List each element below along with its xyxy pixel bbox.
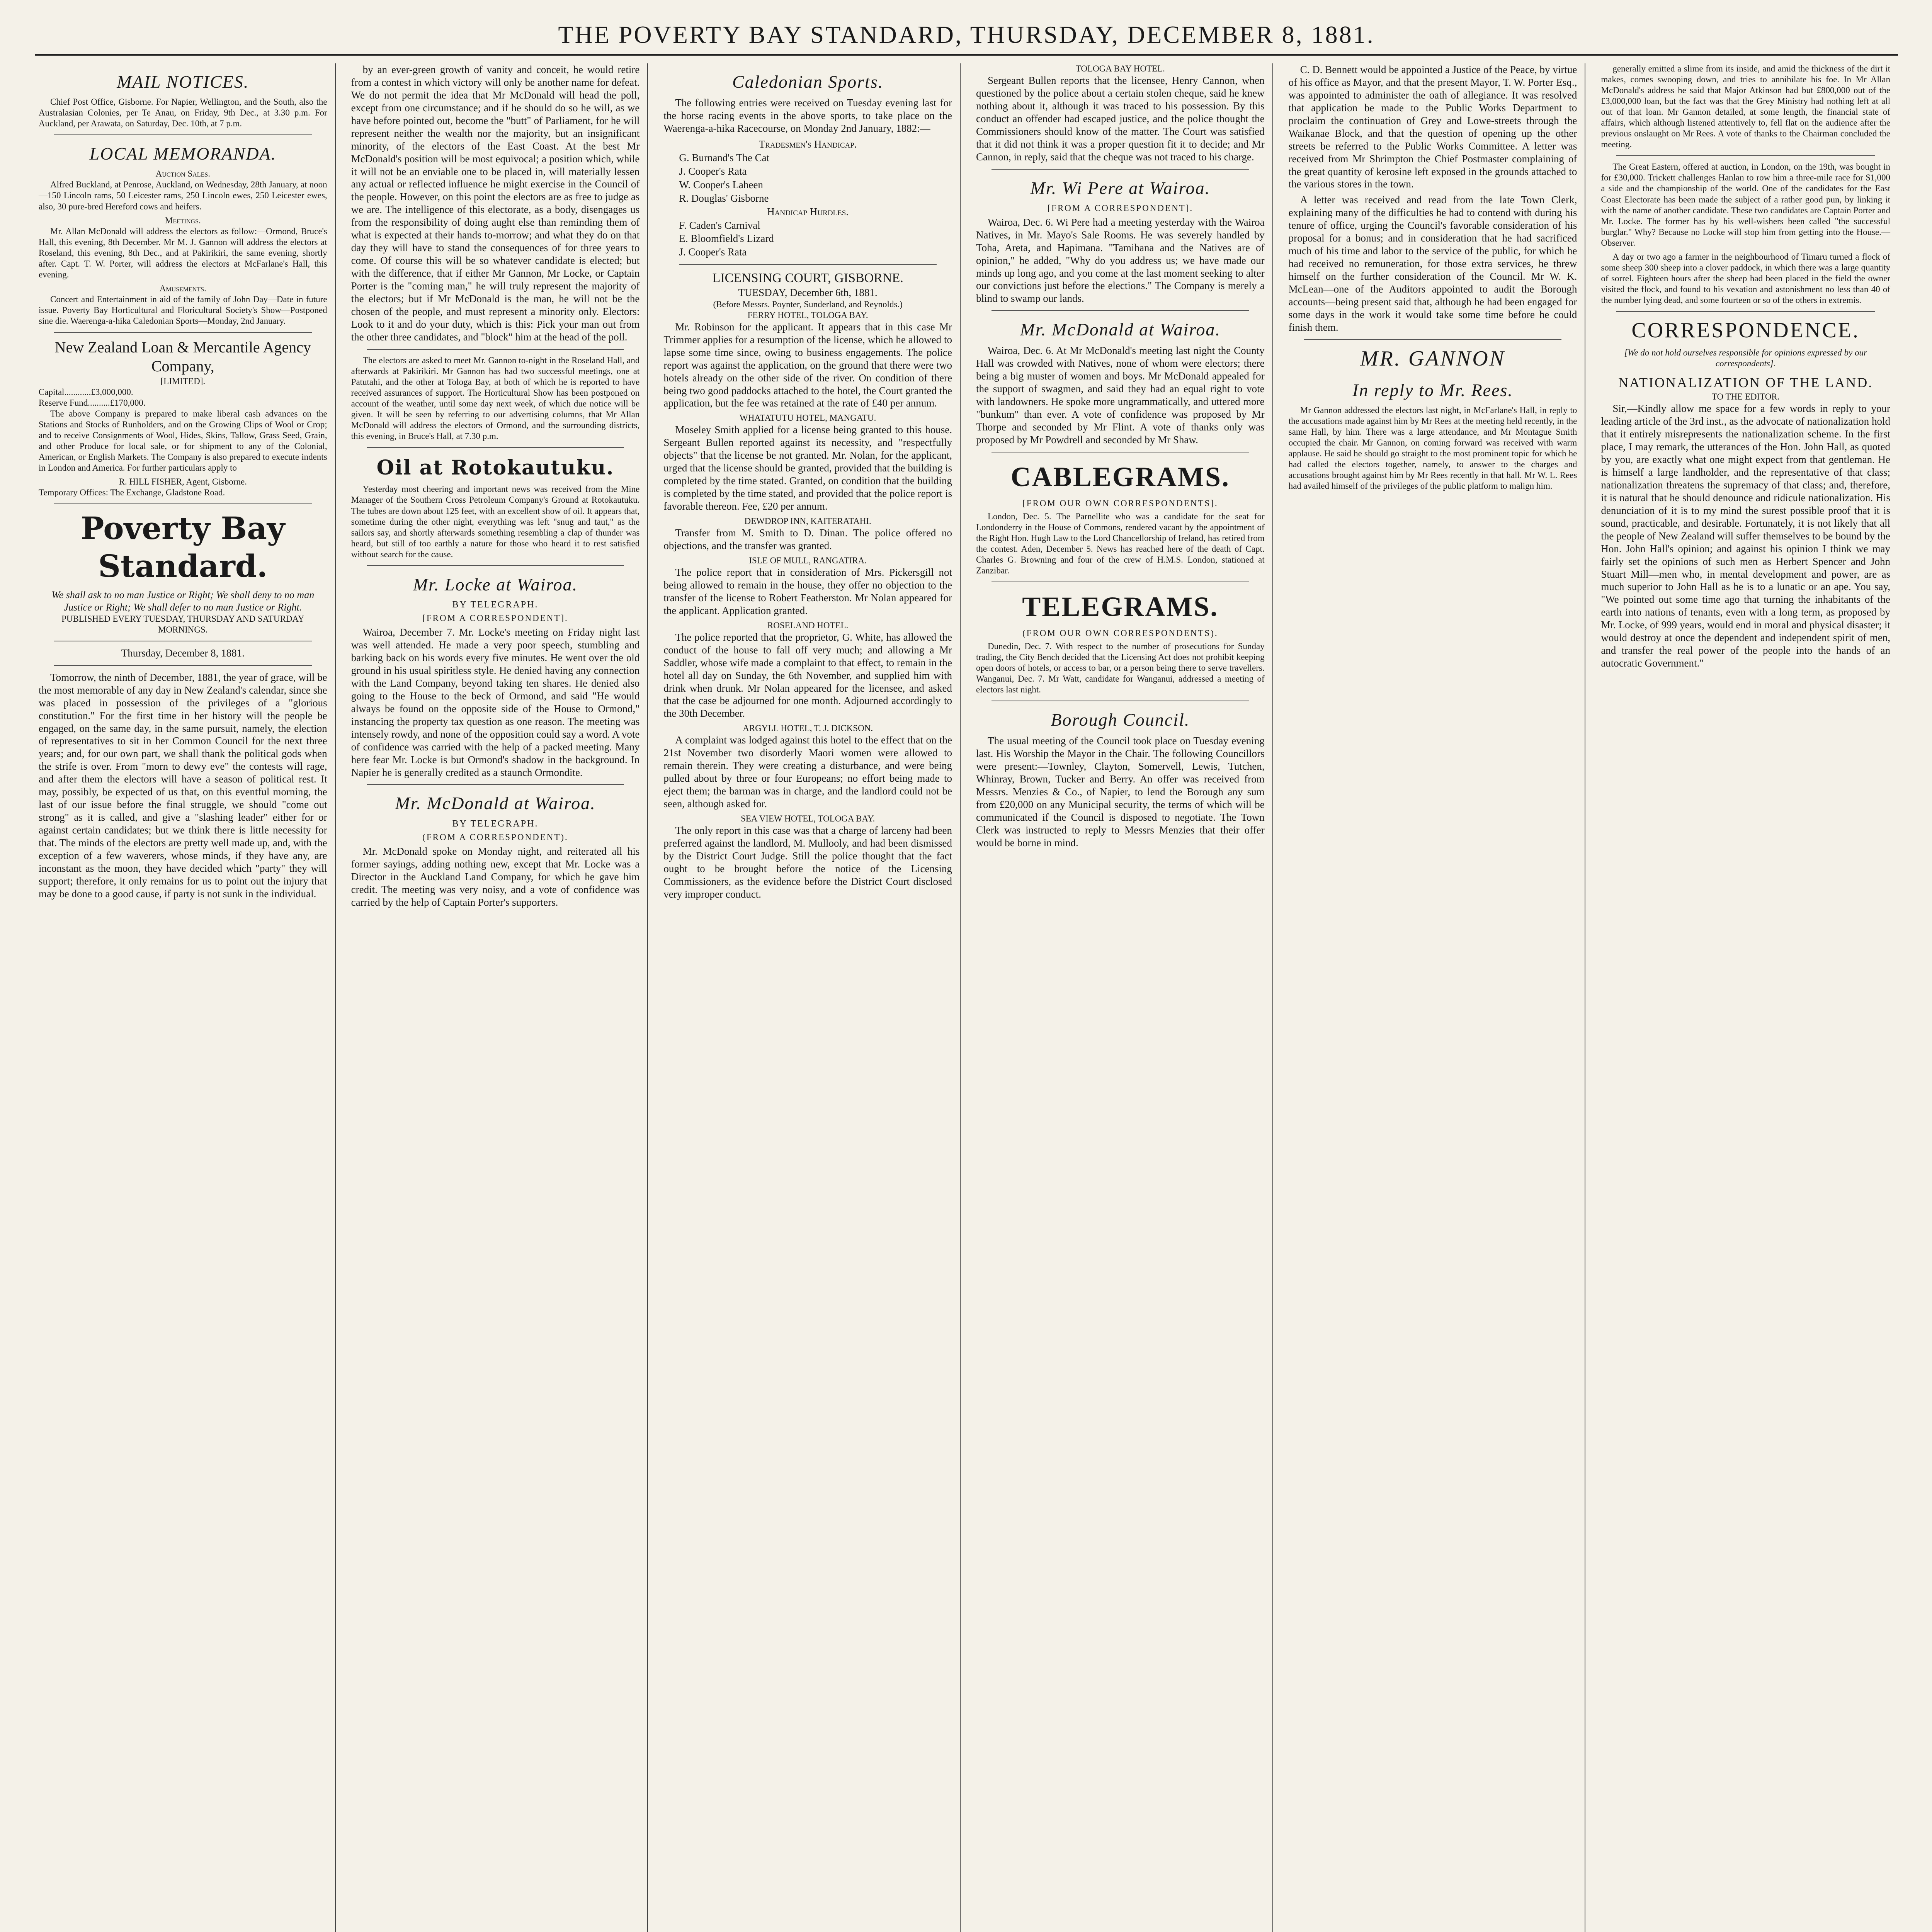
amusements-text: Concert and Entertainment in aid of the family of John Day—Date in future issue. Poverty Bay Horticultural and Floricultural Society's Show—Postponed sine die. Waerenga-a-hika Caledonian Sports—Monday, 2nd January. — [39, 294, 327, 326]
ferry-hotel-heading: FERRY HOTEL, TOLOGA BAY. — [747, 310, 868, 320]
divider — [367, 349, 624, 350]
divider — [992, 169, 1249, 170]
licensing-court-date: TUESDAY, December 6th, 1881. — [738, 286, 878, 298]
divider — [367, 565, 624, 566]
oil-title: Oil at Rotokautuku. — [376, 456, 614, 480]
cablegrams-title: CABLEGRAMS. — [1010, 461, 1230, 492]
divider — [54, 332, 312, 333]
amusements-heading: Amusements. — [159, 283, 206, 293]
auction-sales-heading: Auction Sales. — [155, 169, 210, 179]
ferry-hotel-text: Mr. Robinson for the applicant. It appears that in this case Mr Trimmer applies for a resumption of the license, which he allowed to lapse some time since, owing to business engagements. The police report was against the application, on the ground that there were two hotels already on the other side of the river. On condition of there being two good paddocks attached to the hotel, the Court granted the application, but the fee was retained at the rate of £40 per annum. — [663, 321, 952, 409]
paper-name: Poverty Bay Standard. — [81, 510, 285, 584]
divider — [1616, 155, 1875, 156]
whatatutu-heading: WHATATUTU HOTEL, MANGATU. — [739, 413, 876, 423]
borough-council-title: Borough Council. — [1051, 710, 1190, 730]
nz-loan-limited: [LIMITED]. — [160, 376, 206, 386]
caledonian-title: Caledonian Sports. — [732, 72, 884, 92]
roseland-text: The police reported that the proprietor, G. White, has allowed the conduct of the house to fall off very much; and allowing a Mr Saddler, whose wife made a complaint to that effect, to remain in the hotel all day on Sunday, the 6th November, and supplied him with drink when drunk. Mr Nolan appeared for the licensee, and asked that the case be adjourned for one month. Adjourned accordingly to the 30th December. — [663, 631, 952, 719]
mcdonald-correspondent: (FROM A CORRESPONDENT). — [422, 832, 568, 842]
cablegrams-correspondent: [FROM OUR OWN CORRESPONDENTS]. — [1022, 498, 1218, 508]
divider — [54, 665, 312, 666]
list-item: R. Douglas' Gisborne — [679, 192, 769, 204]
paper-motto: We shall ask to no man Justice or Right; We shall deny to no man Justice or Right; We shall defer to no man Justice or Right. — [51, 589, 315, 613]
handicap-entries — [663, 151, 952, 205]
to-the-editor: TO THE EDITOR. — [1711, 392, 1780, 402]
locke-title: Mr. Locke at Wairoa. — [413, 574, 578, 594]
gannon-continued: generally emitted a slime from its inside, and amid the thickness of the dirt it makes, comes swooping down, and tries to annihilate his foe. In Mr Allan McDonald's address he said that Major Atkinson had but £800,000 out of the £3,000,000 loan, but the fact was that the Grey Ministry had nothing left at all out of that loan. Mr Gannon detailed, at some length, the financial state of affairs, which although listened attentively to, fell flat on the audience after the previous onslaught on Mr Rees. A vote of thanks to the Chairman concluded the meeting. — [1601, 64, 1890, 150]
column-1 — [35, 63, 336, 1932]
correspondence-note: [We do not hold ourselves responsible for opinions expressed by our correspondents]. — [1624, 348, 1867, 369]
sea-view-text: The only report in this case was that a charge of larceny had been preferred against the landlord, M. Mullooly, and had been dismissed by the District Court Judge. Still the police thought that the fact ought to be brought before the notice of the Licensing Commissioners, as the evidence before the District Court disclosed very improper conduct. — [663, 825, 952, 900]
editorial-continued: by an ever-green growth of vanity and conceit, he would retire from a contest in which victory will only be another name for defeat. We do not permit the idea that Mr McDonald will head the poll, except from one circumstance; and if he should do so he will, as we have before pointed out, become the "butt" of Parliament, for he will represent neither the wealth nor the majority, but an insignificant minority, of the electors of the East Coast. At the best Mr McDonald's position will be most equivocal; a position which, while it will not be an enviable one to be placed in, will materially lessen any actual or reflected influence he might exercise in the Council of the people. However, on this point the electors are as free to judge as we are. The intelligence of this electorate, as a body, disengages us from the responsibility of doing aught else than reminding them of what is expected at their hands to-morrow; and what they do on that day they will have to stand the consequences of for three years to come. Of course this will be so whatever candidate is elected; but with the difference, that if either Mr Gannon, Mr Locke, or Captain Porter is the "coming man," he will truly represent the majority of the electors; but if Mr McDonald is the man, he will not be the chosen of the people, and must represent a minority only. Electors: Look to it and do your duty, which is this: Pick your man out from the other three candidates, and "block" him at the head of the poll. — [351, 64, 640, 343]
mcdonald-wairoa-title: Mr. McDonald at Wairoa. — [1020, 320, 1221, 340]
tradesmens-handicap: Tradesmen's Handicap. — [759, 138, 857, 150]
mcdonald-title: Mr. McDonald at Wairoa. — [395, 793, 596, 813]
nz-loan-capital: Capital............£3,000,000. — [39, 387, 133, 397]
list-item: G. Burnand's The Cat — [679, 151, 770, 163]
tologa-text: Sergeant Bullen reports that the licensee, Henry Cannon, when questioned by the police about a certain stolen cheque, said he knew nothing about it, although it was traced to his possession. By this conduct an offender had escaped justice, and the police thought the Commissioners should know of the matter. The Court was satisfied that it did not think it was a proper question fit it to decide; and Mr Cannon, in reply, said that the cheque was not traced to his charge. — [976, 75, 1265, 163]
licensing-court-title: LICENSING COURT, GISBORNE. — [712, 271, 903, 286]
mcdonald-text: Mr. McDonald spoke on Monday night, and reiterated all his former sayings, adding nothing new, except that Mr. Locke was a Director in the Auckland Land Company, for which he gave him credit. The meeting was very noisy, and a vote of confidence was carried by the help of Captain Porter's supporters. — [351, 845, 640, 908]
list-item: W. Cooper's Laheen — [679, 179, 763, 190]
masthead: THE POVERTY BAY STANDARD, THURSDAY, DECEMBER 8, 1881. — [35, 15, 1898, 56]
meetings-text: Mr. Allan McDonald will address the electors as follow:—Ormond, Bruce's Hall, this evening, 8th December. Mr M. J. Gannon will address the electors at Roseland, this evening, 8th Dec., and at Pakirikiri, the same evening, shortly after. Capt. T. W. Porter, will address the electors at McFarlane's Hall, this evening. — [39, 226, 327, 279]
isle-of-mull-heading: ISLE OF MULL, RANGATIRA. — [749, 555, 867, 565]
hurdles-entries — [663, 219, 952, 259]
local-memoranda-title: LOCAL MEMORANDA. — [89, 144, 277, 164]
borough-continued: C. D. Bennett would be appointed a Justice of the Peace, by virtue of his office as Mayor, and that the present Mayor, T. W. Porter Esq., was appointed to administer the oath of allegiance. It was resolved that application be made to the Public Works Department to proclaim the continuation of Grey and Lowe-streets through the Waikanae Block, and that the question of opening up the other streets be referred to the Public Works Committee. A letter was received from Mr Shrimpton the Chief Postmaster complaining of the great quantity of kerosine left exposed in the grounds attached to the various stores in the town. — [1288, 64, 1577, 190]
mcdonald-wairoa-text: Wairoa, Dec. 6. At Mr McDonald's meeting last night the County Hall was crowded with Natives, none of whom were electors; there being a big muster of women and boys. Mr McDonald appealed for the support of swagmen, and said they had an equal right to vote with landowners. He spoke more ungrammatically, and uttered more "bunkum" than ever. A vote of confidence was proposed by Mr Thorpe and seconded by Mr Flint. A vote of thanks only was proposed by Mr Powdrell and seconded by Mr Shaw. — [976, 345, 1265, 446]
local-notes: The electors are asked to meet Mr. Gannon to-night in the Roseland Hall, and afterwards at Pakirikiri. Mr Gannon has had two successful meetings, one at Patutahi, and the other at Tologa Bay, at both of which he is reported to have received assurances of support. The Horticultural Show has been postponed on account of the weather, until some day next week, of which due notice will be given. It will be seen by referring to our advertising columns, that Mr Allan McDonald will address the electors of Ormond, and the surrounding districts, this evening, in Bruce's Hall, at 7.30 p.m. — [351, 355, 640, 441]
published-line: PUBLISHED EVERY TUESDAY, THURSDAY AND SATURDAY MORNINGS. — [61, 614, 304, 634]
nz-loan-text: The above Company is prepared to make liberal cash advances on the Stations and Stocks of Runholders, and on the Growing Clips of Wool or Crop; and to receive Consignments of Wool, Hides, Skins, Tallow, Grass Seed, Grain, and other Produce for local sale, or for shipment to any of the Colonial, American, or English Markets. The Company is also prepared to execute indents in London and America. For further particulars apply to — [39, 408, 327, 473]
nationalization-title: NATIONALIZATION OF THE LAND. — [1618, 375, 1873, 391]
divider — [1616, 311, 1875, 312]
divider — [1304, 339, 1562, 340]
gannon-text: Mr Gannon addressed the electors last night, in McFarlane's Hall, in reply to the accusations made against him by Mr Rees at the meeting held recently, in the same Hall, by him. There was a large attendance, and Mr Montague Smith occupied the chair. Mr Gannon, on coming forward was received with warm applause. He said he should go straight to the most prominent topic for which he had called the electors together, namely, to answer to the charges and accusations brought against him by Mr Rees recently in that hall. Mr W. L. Rees had availed himself of the privileges of the public platform to malign him. — [1288, 405, 1577, 491]
locke-text: Wairoa, December 7. Mr. Locke's meeting on Friday night last was well attended. He made a very poor speech, stumbling and barking back on his words every five minutes. He went over the old ground in his usual spiritless style. He denied having any connection with the Land Company, beyond taking ten shares. He denied also going to the House to the beck of Ormond, and said "He would always be found on the opposite side of the House to Ormond," instancing the property tax question as one reason. The meeting was intensely rowdy, and none of the opposition could say a word. A vote of confidence was carried with the help of a packed meeting. Many here fear Mr. Locke is but Ormond's shadow in the background. In Napier he is generally credited as a staunch Ormondite. — [351, 626, 640, 778]
column-5 — [1285, 63, 1586, 1932]
column-3 — [660, 63, 961, 1932]
mcdonald-subtitle: BY TELEGRAPH. — [452, 818, 539, 829]
column-6 — [1597, 63, 1898, 1932]
divider — [367, 447, 624, 448]
nz-loan-reserve: Reserve Fund..........£170,000. — [39, 398, 146, 408]
list-item: E. Bloomfield's Lizard — [679, 233, 774, 245]
correspondence-title: CORRESPONDENCE. — [1631, 318, 1860, 342]
tologa-heading: TOLOGA BAY HOTEL. — [1075, 64, 1165, 73]
handicap-hurdles: Handicap Hurdles. — [767, 206, 849, 218]
borough-council-text: The usual meeting of the Council took place on Tuesday evening last. His Worship the Mayor in the Chair. The following Councillors were present:—Townley, Clayton, Somervell, Lewis, Tutchen, Whinray, Brown, Tucker and Berry. An offer was received from Messrs. Menzies & Co., of Napier, to lend the Borough any sum from £20,000 on any Municipal security, the terms of which will be communicated if the Council is disposed to negotiate. The Town Clerk was instructed to reply to Messrs Menzies that their offer would be borne in mind. — [976, 735, 1265, 849]
columns — [35, 63, 1898, 1932]
locke-subtitle: BY TELEGRAPH. — [452, 599, 539, 610]
roseland-heading: ROSELAND HOTEL. — [767, 620, 849, 630]
whatatutu-text: Moseley Smith applied for a license being granted to this house. Sergeant Bullen reported against its necessity, and "respectfully objects" that the license be not granted. Mr. Nolan, for the applicant, urged that the license should be granted, provided that the building is completed by the time stated. Granted, on condition that the building is completed by the time stated, and provided that the police report is favorable thereon. Fee, £20 per annum. — [663, 424, 952, 512]
divider — [54, 503, 312, 504]
dateline: Thursday, December 8, 1881. — [121, 647, 245, 659]
divider — [992, 310, 1249, 311]
telegrams-title: TELEGRAMS. — [1022, 591, 1219, 622]
oil-text: Yesterday most cheering and important news was received from the Mine Manager of the Southern Cross Petroleum Company's Ground at Rotokautuku. The tubes are down about 125 feet, with an excellent show of oil. It appears that, sometime during the other night, everything was left "snug and taut," as the sailors say, and shortly afterwards something resembling a clap of thunder was heard, but still of too earthly a nature for those who heard it to rest satisfied without search for the cause. — [351, 484, 640, 559]
short-items: The Great Eastern, offered at auction, in London, on the 19th, was bought in for £30,000. Trickett challenges Hanlan to row him a three-mile race for $1,000 a side and the championship of the world. One of the candidates for the East Coast Electorate has been made the subject of a rather good pun, by linking it with the name of another candidate. These two candidates are Captain Porter and Mr. Locke. The former has by his well-wishers been called "the successful burglar." Why? Because no Locke will stop him from getting into the House.—Observer. — [1601, 162, 1890, 248]
nz-loan-title: New Zealand Loan & Mercantile Agency Company, — [54, 338, 311, 375]
sheep-item: A day or two ago a farmer in the neighbourhood of Timaru turned a flock of some sheep 300 sheep into a clover paddock, in which there was a large quantity of sorrel. Eighteen hours after the sheep had been placed in the field the owner visited the flock, and found to his vexation and astonishment no less than 40 of the number lying dead, and some fourteen or so of the others in extremis. — [1601, 252, 1890, 305]
wi-pere-text: Wairoa, Dec. 6. Wi Pere had a meeting yesterday with the Wairoa Natives, in Mr. Mayo's Sale Rooms. He was severely handled by Toha, Areta, and Hapimana. "Tamihana and the Natives are of opinion," he added, "Why do you address us; we have made our minds up long ago, and you come at the last moment seeking to alter our convictions just before the elections." The Company is merely a blind to swamp our lands. — [976, 216, 1265, 304]
telegrams-text: Dunedin, Dec. 7. With respect to the number of prosecutions for Sunday trading, the City Bench decided that the Licensing Act does not prohibit keeping open doors of hotels, or access to bar, or a person being there to serve travellers. Wanganui, Dec. 7. Mr Watt, candidate for Wanganui, addressed a meeting of electors last night. — [976, 641, 1265, 695]
gannon-subtitle: In reply to Mr. Rees. — [1352, 380, 1513, 400]
argyll-text: A complaint was lodged against this hotel to the effect that on the 21st November two disorderly Maori women were allowed to remain therein. They were creating a disturbance, and were being pulled about by three or four Europeans; no effort being made to eject them; the barman was in charge, and the landlord could not be seen, although asked for. — [663, 734, 952, 810]
caledonian-text: The following entries were received on Tuesday evening last for the horse racing events in the above sports, to take place on the Waerenga-a-hika Racecourse, on Monday 2nd January, 1882:— — [663, 97, 952, 134]
mail-notices-title: MAIL NOTICES. — [117, 72, 249, 92]
temporary-offices: Temporary Offices: The Exchange, Gladstone Road. — [39, 488, 225, 498]
wi-pere-title: Mr. Wi Pere at Wairoa. — [1030, 178, 1211, 198]
column-2 — [347, 63, 648, 1932]
nz-loan-agent: R. HILL FISHER, Agent, Gisborne. — [119, 477, 247, 487]
list-item: J. Cooper's Rata — [679, 246, 747, 258]
gannon-title: MR. GANNON — [1360, 346, 1505, 371]
sea-view-heading: SEA VIEW HOTEL, TOLOGA BAY. — [741, 814, 875, 824]
auction-sales-text: Alfred Buckland, at Penrose, Auckland, on Wednesday, 28th January, at noon—150 Lincoln rams, 50 Leicester rams, 250 Lincoln ewes, 250 Leicester ewes, also, 30 pure-bred Hereford cows and heifers. — [39, 180, 327, 211]
divider — [54, 134, 312, 135]
town-clerk-letter: A letter was received and read from the late Town Clerk, explaining many of the difficulties he had to contend with during his tenure of office, urging the Council's favorable consideration of his proposal for a bonus; and in consideration that he had sacrificed much of his time and labor to the service of the public, for which he had received no remuneration, for those extra services, he threw himself on the further consideration of the Council. Mr W. K. McLean—one of the Auditors appointed to audit the Borough accounts—being present said that, although he had been engaged for some days in the work it would take some time before he could finish them. — [1288, 194, 1577, 333]
mail-notices-text: Chief Post Office, Gisborne. For Napier, Wellington, and the South, also the Australasian Colonies, per Te Anau, on Friday, 9th Dec., at 3.30 p.m. For Auckland, per Arawata, on Saturday, Dec. 10th, at 7 p.m. — [39, 97, 327, 129]
isle-of-mull-text: The police report that in consideration of Mrs. Pickersgill not being allowed to remain in the house, they offer no objection to the transfer of the license to Robert Featherston. Mr Nolan appeared for the applicant. Application granted. — [663, 566, 952, 616]
meetings-heading: Meetings. — [165, 215, 201, 225]
dewdrop-heading: DEWDROP INN, KAITERATAHI. — [744, 516, 871, 526]
editorial-text: Tomorrow, the ninth of December, 1881, the year of grace, will be the most memorable of any day in New Zealand's calendar, since she was placed in possession of the privileges of a "glorious constitution." For the first time in her history will the people be engaged, on the same day, in the same pursuit, namely, the election of representatives to sit in her Common Council for the next three years; and, for our own part, we shall thank the political gods when the strife is over. From "morn to dewy eve" the contests will rage, and after them the electors will have a season of political rest. It may, possibly, be expected of us that, on this eventful morning, the last of our issue before the final struggle, we should "come out strong" as it is called, and give a "slashing leader" either for or against certain candidates; but we think there is little necessity for that. The minds of the electors are pretty well made up, and, with the exception of a few waverers, whose minds, if they have any, are inconstant as the moon, they have decided which "party" they will support; therefore, it only remains for us to point out the injury that may be done to a good cause, if party is not sunk in the individual. — [39, 671, 327, 900]
nationalization-text: Sir,—Kindly allow me space for a few words in reply to your leading article of the 3rd inst., as the advocate of nationalization hold that it entirely misrepresents the nationalization scheme. In the first place, I may remark, the utterances of the Hon. John Hall, as quoted by you, are exactly what one might expect from that gentleman. He is himself a large landholder, and the representative of that class; nationalization threatens the supremacy of that class; and, therefore, it is natural that he should denounce and ridicule nationalization. His denunciation of it is to my mind the surest possible proof that it is sound, practicable, and desirable. Fortunately, it is not likely that all the people of New Zealand will suffer themselves to be bound by the Hon. John Hall's opinion; and against his opinion I think we may fairly set the opinions of such men as Herbert Spencer and John Stuart Mill—men who, in mental development and power, are as much superior to John Hall as he is to a lunatic or an ape. You say, "We pointed out some time ago that turning the inhabitants of the earth into nations of tenants, even with a long term, as proposed by Mr. Locke, of 999 years, would end in moral and physical disaster; it would destroy at once the dependent and independent spirit of men, and transfer the real power of the people into the hands of an autocratic Government." — [1601, 403, 1890, 669]
list-item: F. Caden's Carnival — [679, 219, 760, 231]
argyll-heading: ARGYLL HOTEL, T. J. DICKSON. — [743, 723, 873, 733]
licensing-court-before: (Before Messrs. Poynter, Sunderland, and Reynolds.) — [713, 299, 903, 309]
list-item: J. Cooper's Rata — [679, 165, 747, 177]
locke-correspondent: [FROM A CORRESPONDENT]. — [422, 613, 568, 623]
column-4 — [972, 63, 1273, 1932]
dewdrop-text: Transfer from M. Smith to D. Dinan. The police offered no objections, and the transfer was granted. — [663, 527, 952, 552]
divider — [679, 264, 937, 265]
wi-pere-correspondent: [FROM A CORRESPONDENT]. — [1047, 203, 1194, 213]
divider — [367, 784, 624, 785]
cablegrams-text: London, Dec. 5. The Parnellite who was a candidate for the seat for Londonderry in the House of Commons, rendered vacant by the appointment of the Right Hon. Hugh Law to the Lord Chancellorship of Ireland, has retired from the contest. Aden, December 5. News has reached here of the death of Capt. Charles G. Browning and four of the crew of H.M.S. London, stationed at Zanzibar. — [976, 511, 1265, 576]
telegrams-correspondent: (FROM OUR OWN CORRESPONDENTS). — [1022, 628, 1218, 638]
